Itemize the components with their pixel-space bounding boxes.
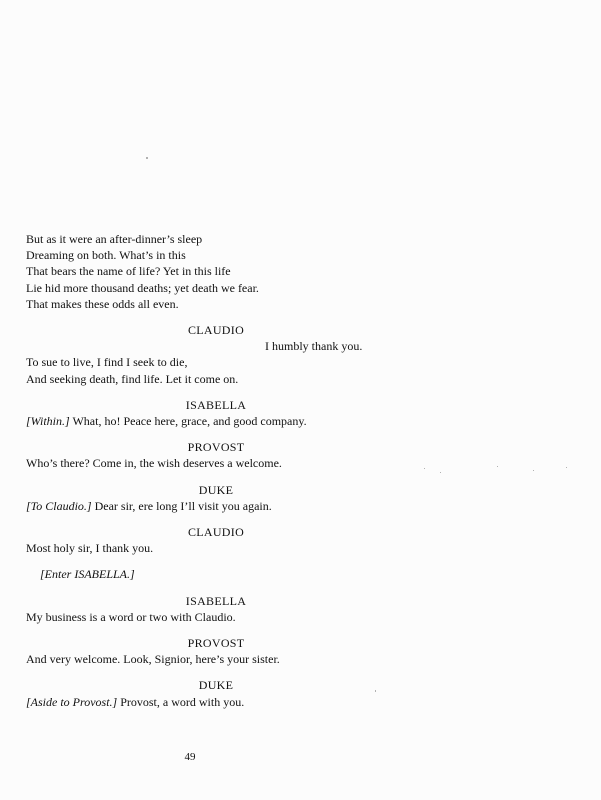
verse-passage — [26, 231, 566, 312]
scan-speck — [146, 157, 148, 159]
spacer — [26, 312, 566, 322]
spacer — [26, 667, 566, 677]
speech-isabella-within — [26, 397, 566, 429]
speech-claudio-2 — [26, 524, 566, 556]
verse-line: But as it were an after-dinner’s sleep — [26, 232, 203, 246]
speaker-name: ISABELLA — [185, 593, 247, 608]
spacer — [26, 429, 566, 439]
speech-isabella — [26, 593, 566, 625]
stage-direction: [Aside to Provost.] — [26, 694, 118, 709]
half-line: I humbly thank you. — [265, 339, 363, 354]
spacer — [26, 387, 566, 397]
speaker-name: ISABELLA — [185, 397, 247, 412]
verse-line: Dreaming on both. What’s in this — [26, 248, 186, 263]
spacer — [26, 625, 566, 635]
line-text: Dear sir, ere long I’ll visit you again. — [94, 498, 272, 513]
verse-line: Most holy sir, I thank you. — [26, 541, 154, 556]
speaker-name: CLAUDIO — [187, 525, 245, 540]
speech-duke — [26, 482, 566, 514]
stage-direction: [To Claudio.] — [26, 498, 92, 513]
spacer — [26, 556, 566, 566]
verse-line: And very welcome. Look, Signior, here’s your sister. — [26, 652, 280, 667]
spacer — [26, 514, 566, 524]
verse-line: That makes these odds all even. — [26, 296, 179, 311]
speaker-name: CLAUDIO — [187, 323, 245, 338]
line-text: Provost, a word with you. — [120, 694, 245, 709]
speech-claudio — [26, 322, 566, 387]
speaker-name: DUKE — [198, 482, 234, 497]
verse-line: To sue to live, I find I seek to die, — [26, 355, 188, 370]
speech-duke-aside — [26, 677, 566, 709]
verse-line: And seeking death, find life. Let it come on. — [26, 371, 239, 386]
verse-line — [26, 498, 566, 514]
speech-provost — [26, 439, 566, 471]
verse-line: My business is a word or two with Claudio. — [26, 609, 236, 624]
speaker-name: DUKE — [198, 678, 234, 693]
speaker-name: PROVOST — [187, 440, 245, 455]
stage-direction: [Within.] — [26, 414, 70, 429]
verse-line — [26, 694, 566, 710]
speaker-name: PROVOST — [187, 636, 245, 651]
verse-line: That bears the name of life? Yet in this life — [26, 264, 231, 279]
spacer — [26, 472, 566, 482]
verse-line: Lie hid more thousand deaths; yet death we fear. — [26, 280, 259, 295]
page-number: 49 — [184, 751, 196, 763]
speech-provost-2 — [26, 635, 566, 667]
verse-line: Who’s there? Come in, the wish deserves a welcome. — [26, 456, 282, 471]
stage-direction-enter: [Enter ISABELLA.] — [40, 567, 135, 582]
line-text: What, ho! Peace here, grace, and good company. — [72, 414, 307, 429]
scan-speck — [566, 467, 567, 468]
verse-line — [26, 413, 566, 429]
script-text — [26, 231, 566, 710]
spacer — [26, 583, 566, 593]
